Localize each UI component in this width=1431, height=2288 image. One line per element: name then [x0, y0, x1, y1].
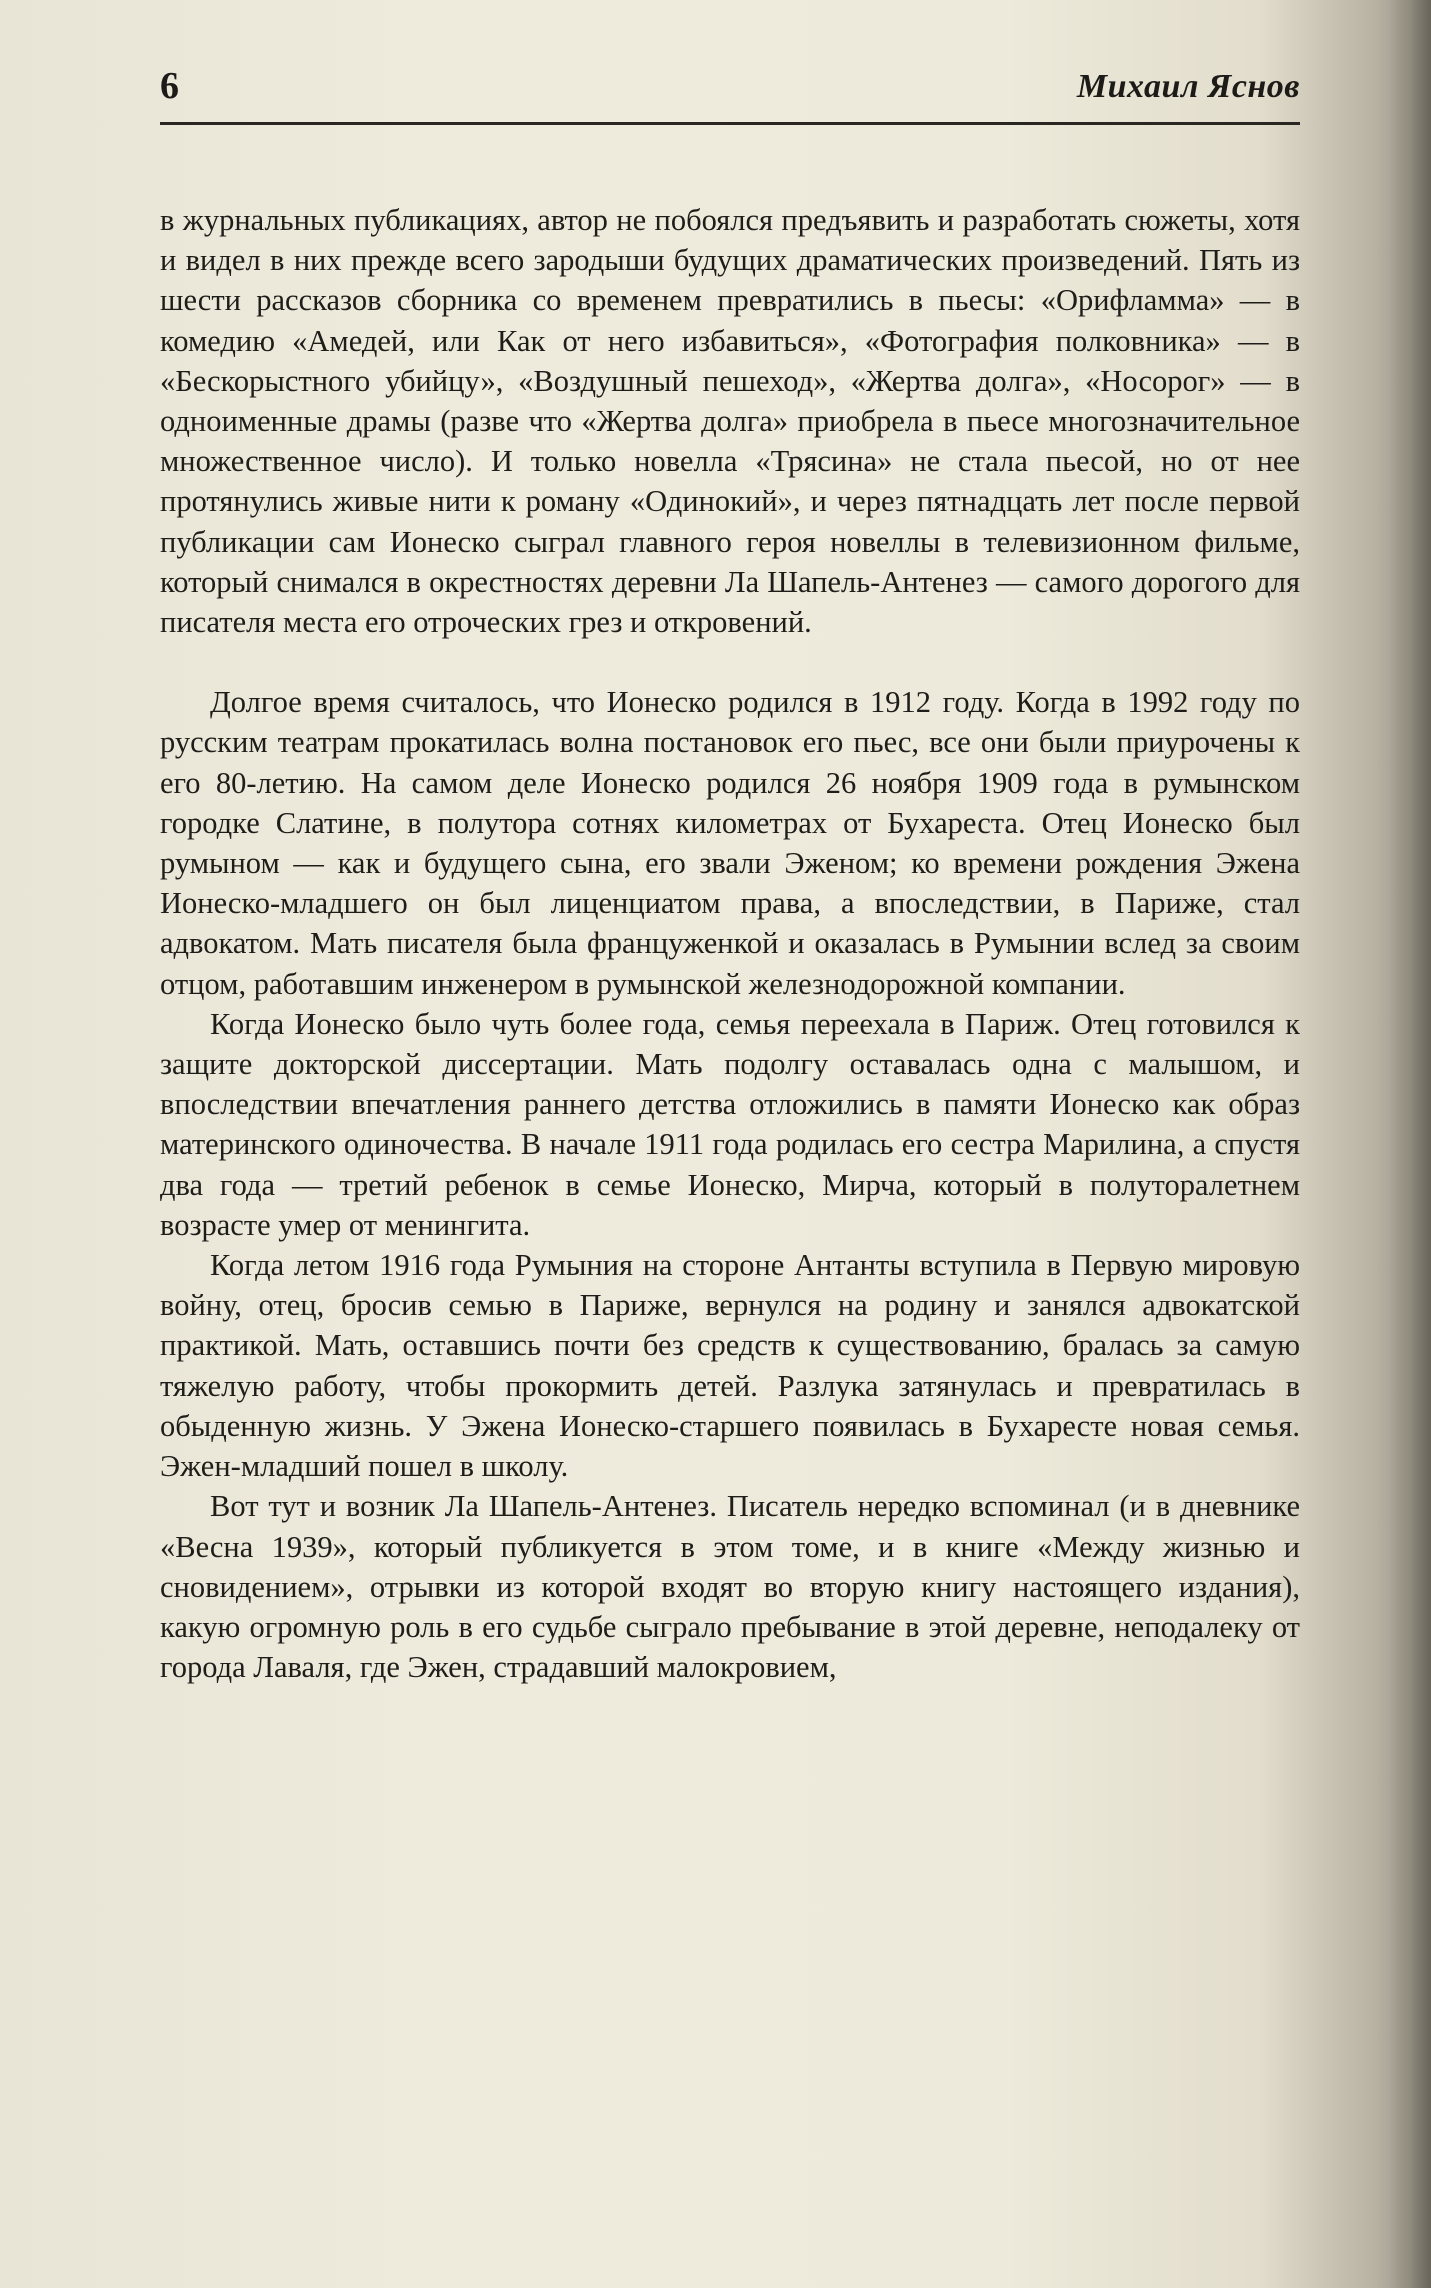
header-rule	[160, 122, 1300, 125]
paragraph-5: Вот тут и возник Ла Шапель-Антенез. Писатель нередко вспоминал (и в дневнике «Весна 1939», который публикуется в этом томе, и в книге «Между жизнью и сновидением», отрывки из которой входят во вторую книгу настоящего издания), какую огромную роль в его судьбе сыграло пребывание в этой деревне, неподалеку от города Лаваля, где Эжен, страдавший малокровием,	[160, 1489, 1300, 1685]
paragraph-4: Когда летом 1916 года Румыния на стороне Антанты вступила в Первую мировую войну, отец, бросив семью в Париже, вернулся на родину и занялся адвокатской практикой. Мать, оставшись почти без средств к существованию, бралась за самую тяжелую работу, чтобы прокормить детей. Разлука затянулась и превратилась в обыденную жизнь. У Эжена Ионеско-старшего появилась в Бухаресте новая семья. Эжен-младший пошел в школу.	[160, 1248, 1300, 1484]
body-text	[160, 200, 1300, 1687]
paragraph-3: Когда Ионеско было чуть более года, семья переехала в Париж. Отец готовился к защите докторской диссертации. Мать подолгу оставалась одна с малышом, и впоследствии впечатления раннего детства отложились в памяти Ионеско как образ материнского одиночества. В начале 1911 года родилась его сестра Марилина, а спустя два года — третий ребенок в семье Ионеско, Мирча, который в полуторалетнем возрасте умер от менингита.	[160, 1006, 1300, 1242]
paragraph-2: Долгое время считалось, что Ионеско родился в 1912 году. Когда в 1992 году по русским театрам прокатилась волна постановок его пьес, все они были приурочены к его 80-летию. На самом деле Ионеско родился 26 ноября 1909 года в румынском городке Слатине, в полутора сотнях километрах от Бухареста. Отец Ионеско был румыном — как и будущего сына, его звали Эженом; ко времени рождения Эжена Ионеско-младшего он был лиценциатом права, а впоследствии, в Париже, стал адвокатом. Мать писателя была француженкой и оказалась в Румынии вслед за своим отцом, работавшим инженером в румынской железнодорожной компании.	[160, 685, 1300, 1001]
spine-shadow	[1389, 0, 1431, 2288]
running-head	[160, 64, 1300, 124]
page-number: 6	[160, 65, 179, 107]
paragraph-1: в журнальных публикациях, автор не побоялся предъявить и разработать сюжеты, хотя и видел в них прежде всего зародыши будущих драматических произведений. Пять из шести рассказов сборника со временем превратились в пьесы: «Орифламма» — в комедию «Амедей, или Как от него избавиться», «Фотография полковника» — в «Бескорыстного убийцу», «Воздушный пешеход», «Жертва долга», «Носорог» — в одноименные драмы (разве что «Жертва долга» приобрела в пьесе многозначительное множественное число). И только новелла «Трясина» не стала пьесой, но от нее протянулись живые нити к роману «Одинокий», и через пятнадцать лет после первой публикации сам Ионеско сыграл главного героя новеллы в телевизионном фильме, который снимался в окрестностях деревни Ла Шапель-Антенез — самого дорогого для писателя места его отроческих грез и откровений.	[160, 203, 1300, 640]
running-title: Михаил Яснов	[1076, 68, 1300, 105]
